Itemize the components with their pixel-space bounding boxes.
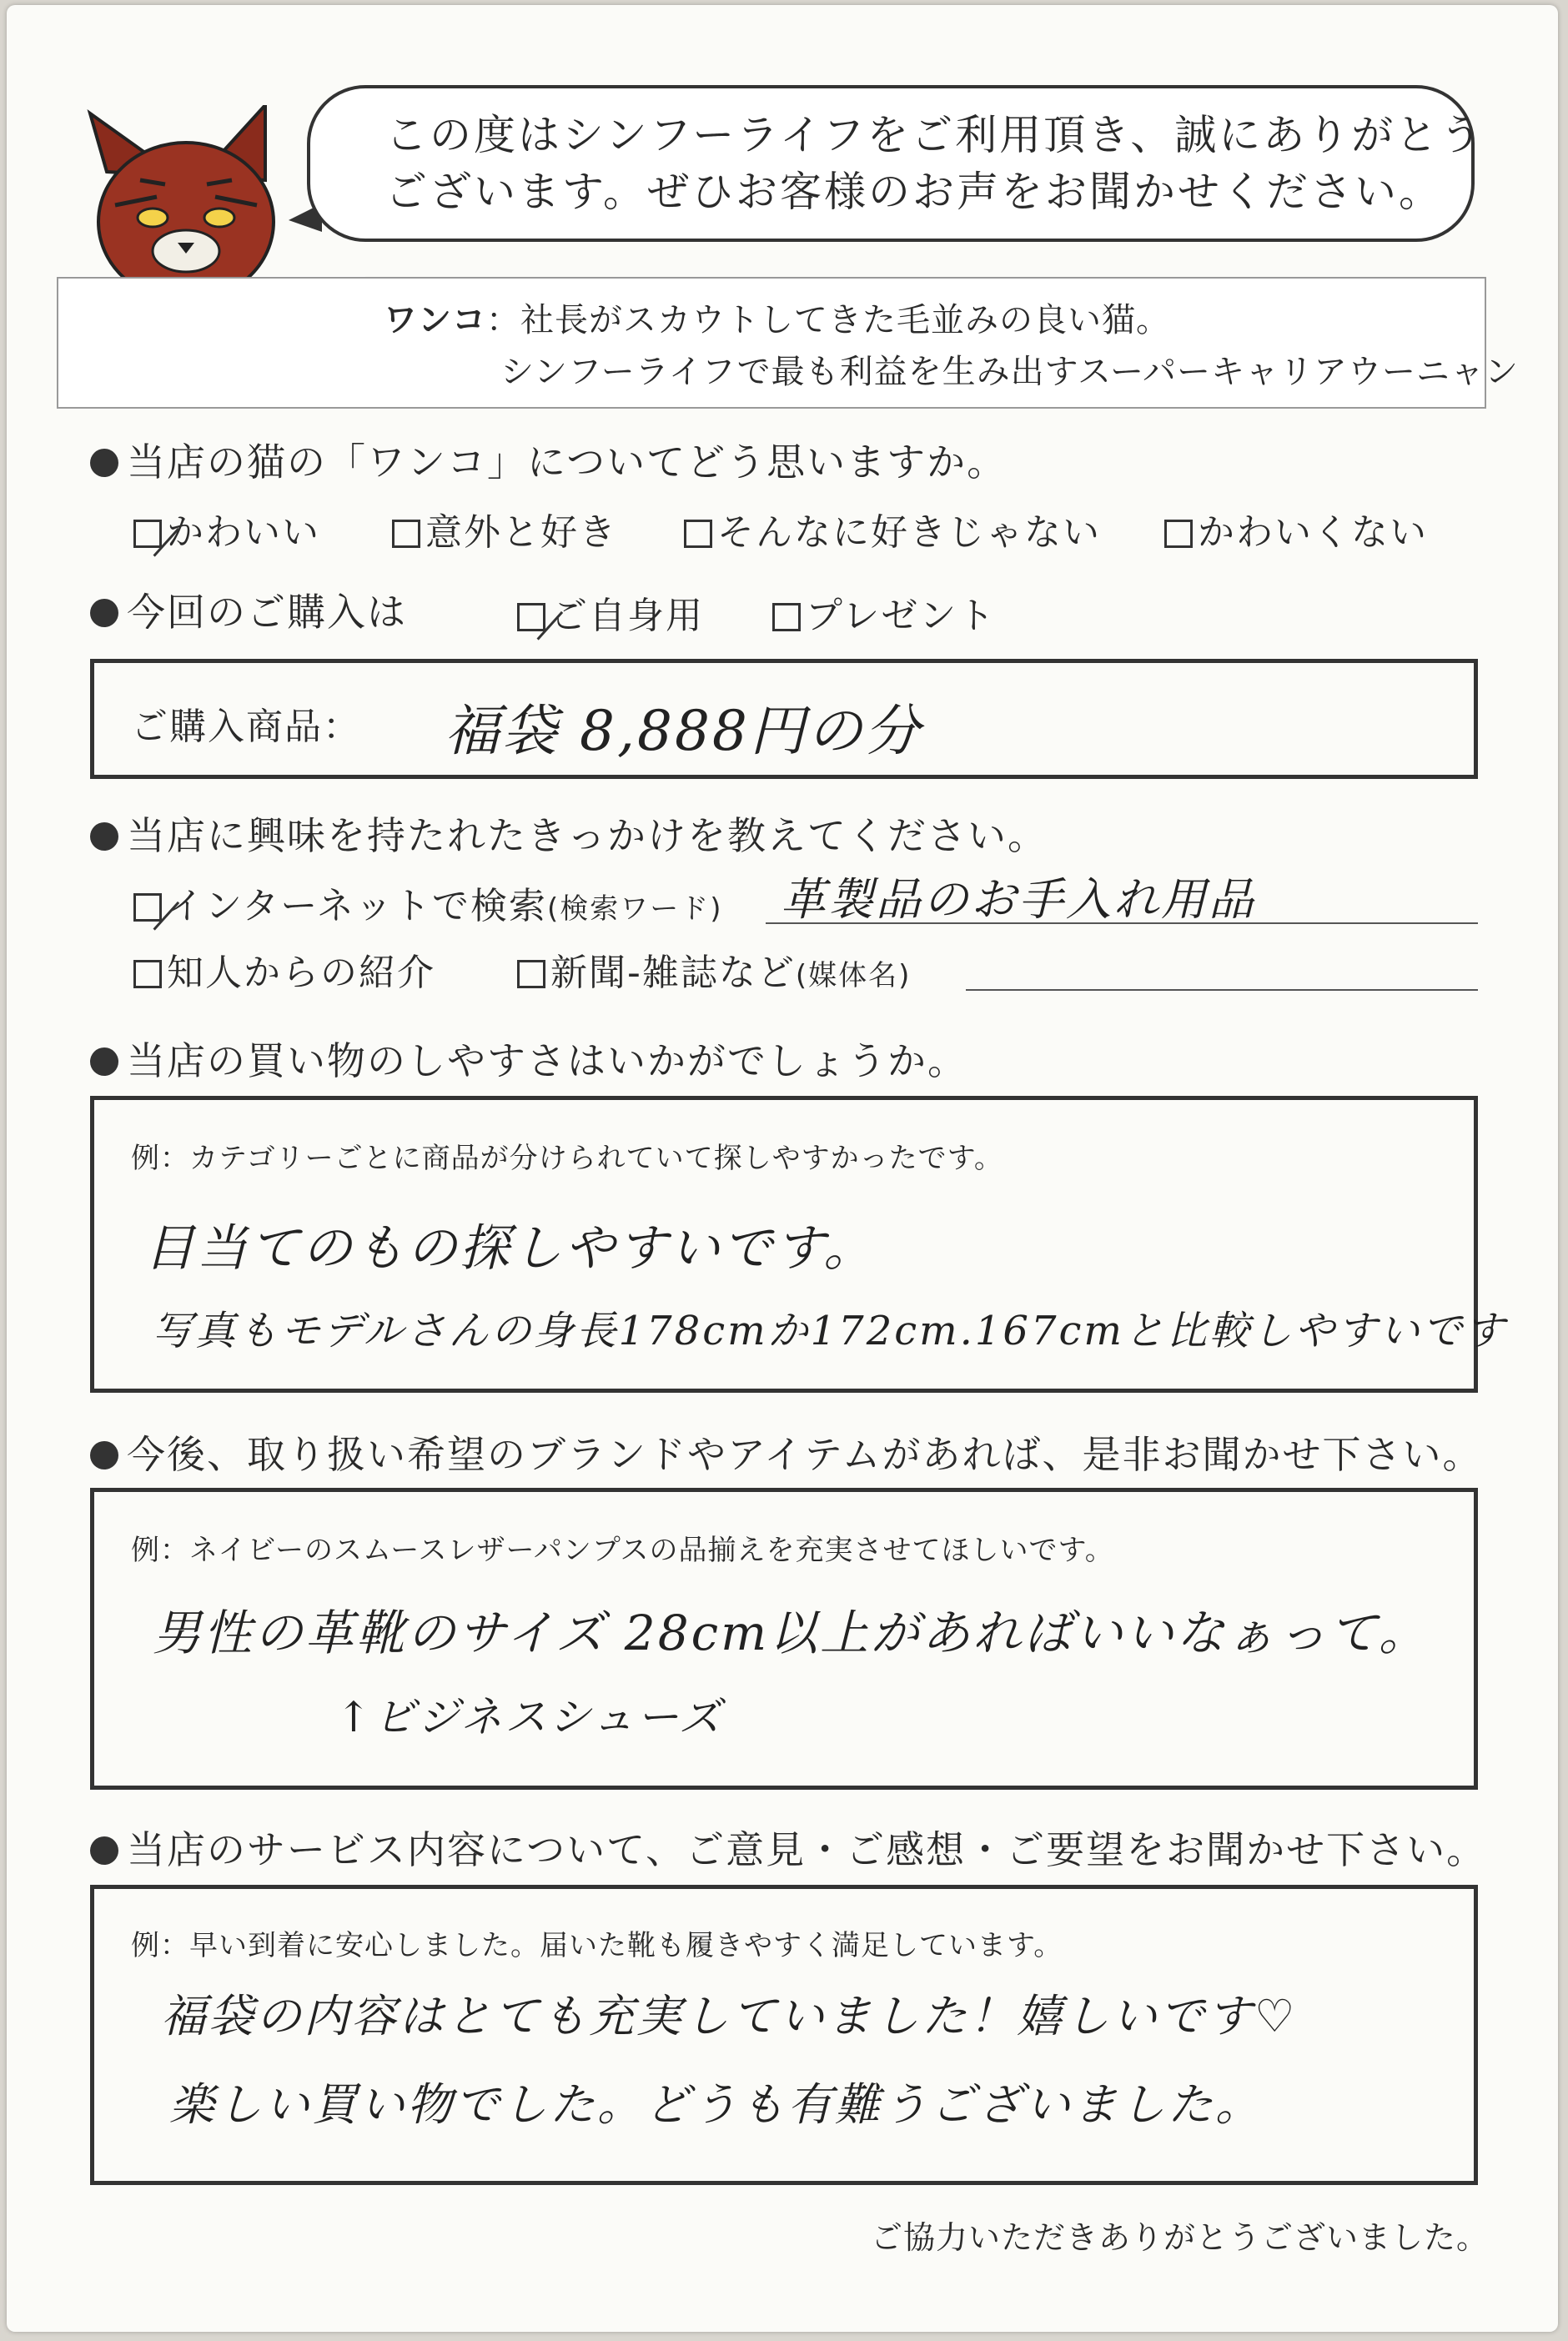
q2-question: 今回のご購入は [90,582,407,637]
bullet-icon [90,1047,118,1076]
q6-answer-line-1: 福袋の内容はとても充実していました！嬉しいです♡ [161,1990,1298,2042]
checkbox-icon[interactable] [517,960,545,988]
q4-answer-line-1: 目当てのもの探しやすいです。 [144,1219,877,1278]
mascot-profile-box [57,277,1519,409]
q2-option-1[interactable]: ご自身用 [517,585,704,639]
q4-answer-box[interactable] [90,1096,1507,1393]
q4-example: 例：カテゴリーごとに商品が分けられていて探しやすかったです。 [131,1142,1003,1175]
checkbox-icon[interactable] [392,520,420,548]
bullet-icon [90,449,118,477]
footer-thanks: ご協力いただきありがとうございました。 [871,2219,1490,2256]
checkbox-checked-icon[interactable] [133,520,162,548]
q5-answer-line-2: ↑ビジネスシューズ [336,1693,723,1741]
speech-bubble [307,85,1485,242]
q3-friend-option[interactable]: 知人からの紹介 [133,942,435,996]
q5-example: 例：ネイビーのスムースレザーパンプスの品揃えを充実させてほしいです。 [131,1534,1114,1567]
profile-line-2: シンフーライフで最も利益を生み出すスーパーキャリアウーニャン [500,353,1519,391]
q3-internet-option[interactable]: インターネットで検索(検索ワード) [133,876,723,929]
q6-answer-line-2: 楽しい買い物でした。どうも有難うございました。 [169,2078,1263,2131]
q6-example: 例：早い到着に安心しました。届いた靴も履きやすく満足しています。 [131,1929,1063,1962]
q5-answer-box[interactable] [90,1488,1478,1790]
checkbox-icon[interactable] [684,520,712,548]
checkbox-icon[interactable] [772,603,801,631]
q6-question: 当店のサービス内容について、ご意見・ご感想・ご要望をお聞かせ下さい。 [90,1820,1486,1875]
checkbox-icon[interactable] [1164,520,1193,548]
q5-answer-line-1: 男性の革靴のサイズ 28cm以上があればいいなぁって。 [153,1605,1430,1661]
profile-name: ワンコ [384,301,486,339]
bullet-icon [90,822,118,851]
profile-line-1: ワンコ：社長がスカウトしてきた毛並みの良い猫。 [384,301,1170,339]
checkbox-icon[interactable] [133,960,162,988]
q3-question: 当店に興味を持たれたきっかけを教えてください。 [90,806,1048,861]
checkbox-checked-icon[interactable] [517,603,545,631]
q1-option-2[interactable]: 意外と好き [392,502,617,555]
purchase-handwritten[interactable]: 福袋 8,888円の分 [445,699,922,763]
media-underline [966,989,1478,991]
q1-option-1[interactable]: かわいい [133,502,320,555]
q5-question: 今後、取り扱い希望のブランドやアイテムがあれば、是非お聞かせ下さい。 [90,1424,1483,1479]
q3-keyword-handwritten[interactable]: 革製品のお手入れ用品 [781,873,1256,926]
q6-answer-box[interactable] [90,1885,1478,2185]
survey-card [7,5,1558,2332]
q1-option-3[interactable]: そんなに好きじゃない [684,502,1101,555]
q1-option-4[interactable]: かわいくない [1164,502,1428,555]
q4-question: 当店の買い物のしやすさはいかがでしょうか。 [90,1031,967,1086]
checkbox-checked-icon[interactable] [133,893,162,922]
speech-line-1: この度はシンフーライフをご利用頂き、誠にありがとう [385,111,1485,159]
bullet-icon [90,1441,118,1469]
purchase-label: ご購入商品： [131,706,361,748]
bullet-icon [90,599,118,627]
q1-question: 当店の猫の「ワンコ」についてどう思いますか。 [90,432,1007,487]
q2-option-2[interactable]: プレゼント [772,585,996,639]
bullet-icon [90,1836,118,1865]
q4-answer-line-2: 写真もモデルさんの身長178cmか172cm.167cmと比較しやすいです [153,1308,1507,1354]
purchase-box [90,659,1478,779]
speech-line-2: ございます。ぜひお客様のお声をお聞かせください。 [385,168,1443,216]
keyword-underline [766,922,1478,924]
q3-media-option[interactable]: 新聞-雑誌など(媒体名) [517,942,911,996]
